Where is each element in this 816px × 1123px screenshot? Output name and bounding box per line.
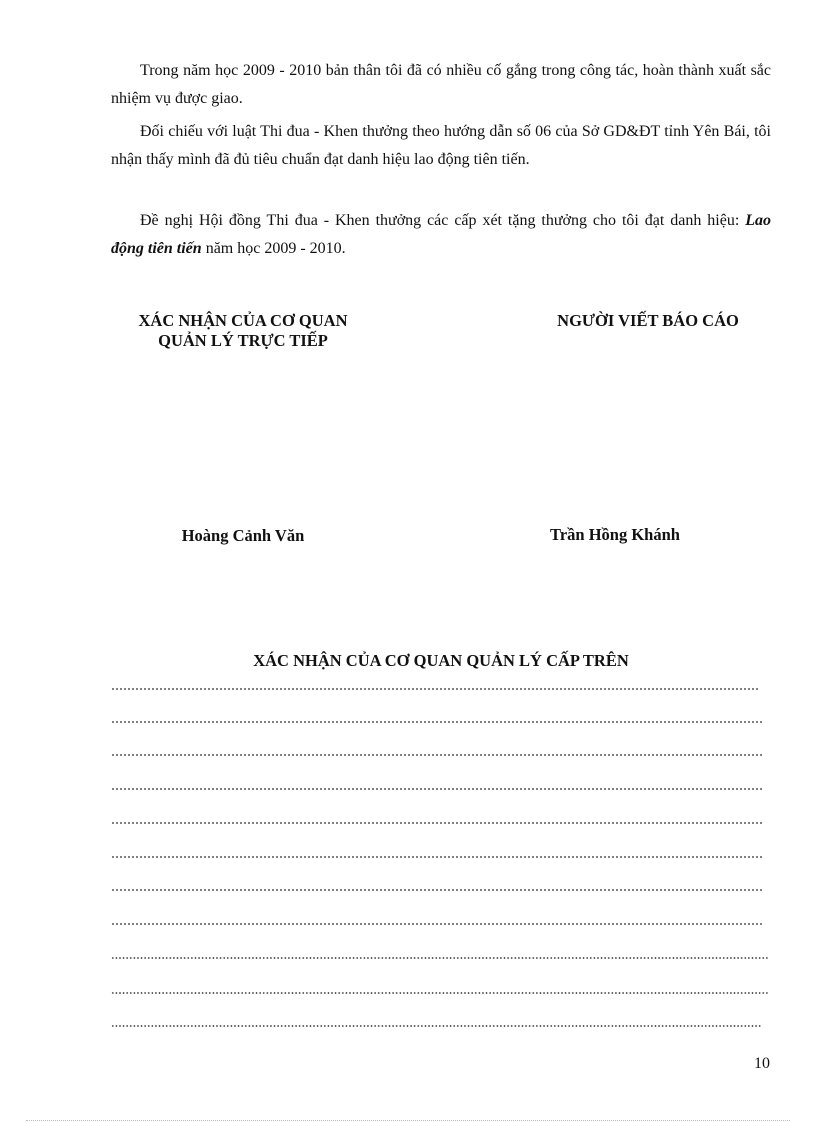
dotted-fill-line (111, 889, 763, 891)
right-signature-title: NGƯỜI VIẾT BÁO CÁO (557, 311, 739, 330)
dotted-fill-line (111, 957, 769, 959)
paragraph-criteria: Đối chiếu với luật Thi đua - Khen thưởng theo hướng dẫn số 06 của Sở GD&ĐT tỉnh Yên Bái, tôi nhận thấy mình đã đủ tiêu chuẩn đạt danh hiệu lao động tiên tiến. (111, 123, 771, 168)
request-text-end: năm học 2009 - 2010. (201, 239, 346, 257)
section-title-upper-authority: XÁC NHẬN CỦA CƠ QUAN QUẢN LÝ CẤP TRÊN (253, 651, 629, 670)
dotted-fill-line (111, 788, 763, 790)
paragraph-achievement: Trong năm học 2009 - 2010 bản thân tôi đã có nhiều cố gắng trong công tác, hoàn thành xuất sắc nhiệm vụ được giao. (111, 62, 771, 107)
left-signature-title (100, 311, 386, 351)
left-title-line-1: XÁC NHẬN CỦA CƠ QUAN (138, 311, 348, 330)
dotted-fill-line (111, 721, 763, 723)
paragraph-request (111, 207, 771, 262)
left-title-line-2: QUẢN LÝ TRỰC TIẾP (158, 331, 328, 350)
award-title: Lao động tiên tiến (111, 212, 771, 257)
page-bottom-border (26, 1120, 790, 1122)
dotted-fill-line (111, 754, 763, 756)
dotted-fill-line (111, 1025, 761, 1027)
request-text-start: Đề nghị Hội đồng Thi đua - Khen thưởng các cấp xét tặng thưởng cho tôi đạt danh hiệu: (140, 212, 746, 229)
dotted-fill-line (111, 822, 763, 824)
right-signer-name: Trần Hồng Khánh (550, 525, 680, 544)
dotted-fill-line (111, 923, 763, 925)
dotted-fill-line (111, 856, 763, 858)
left-signer-name: Hoàng Cảnh Văn (181, 526, 305, 545)
page-number: 10 (754, 1055, 770, 1072)
dotted-fill-line (111, 688, 759, 690)
dotted-fill-line (111, 992, 769, 994)
